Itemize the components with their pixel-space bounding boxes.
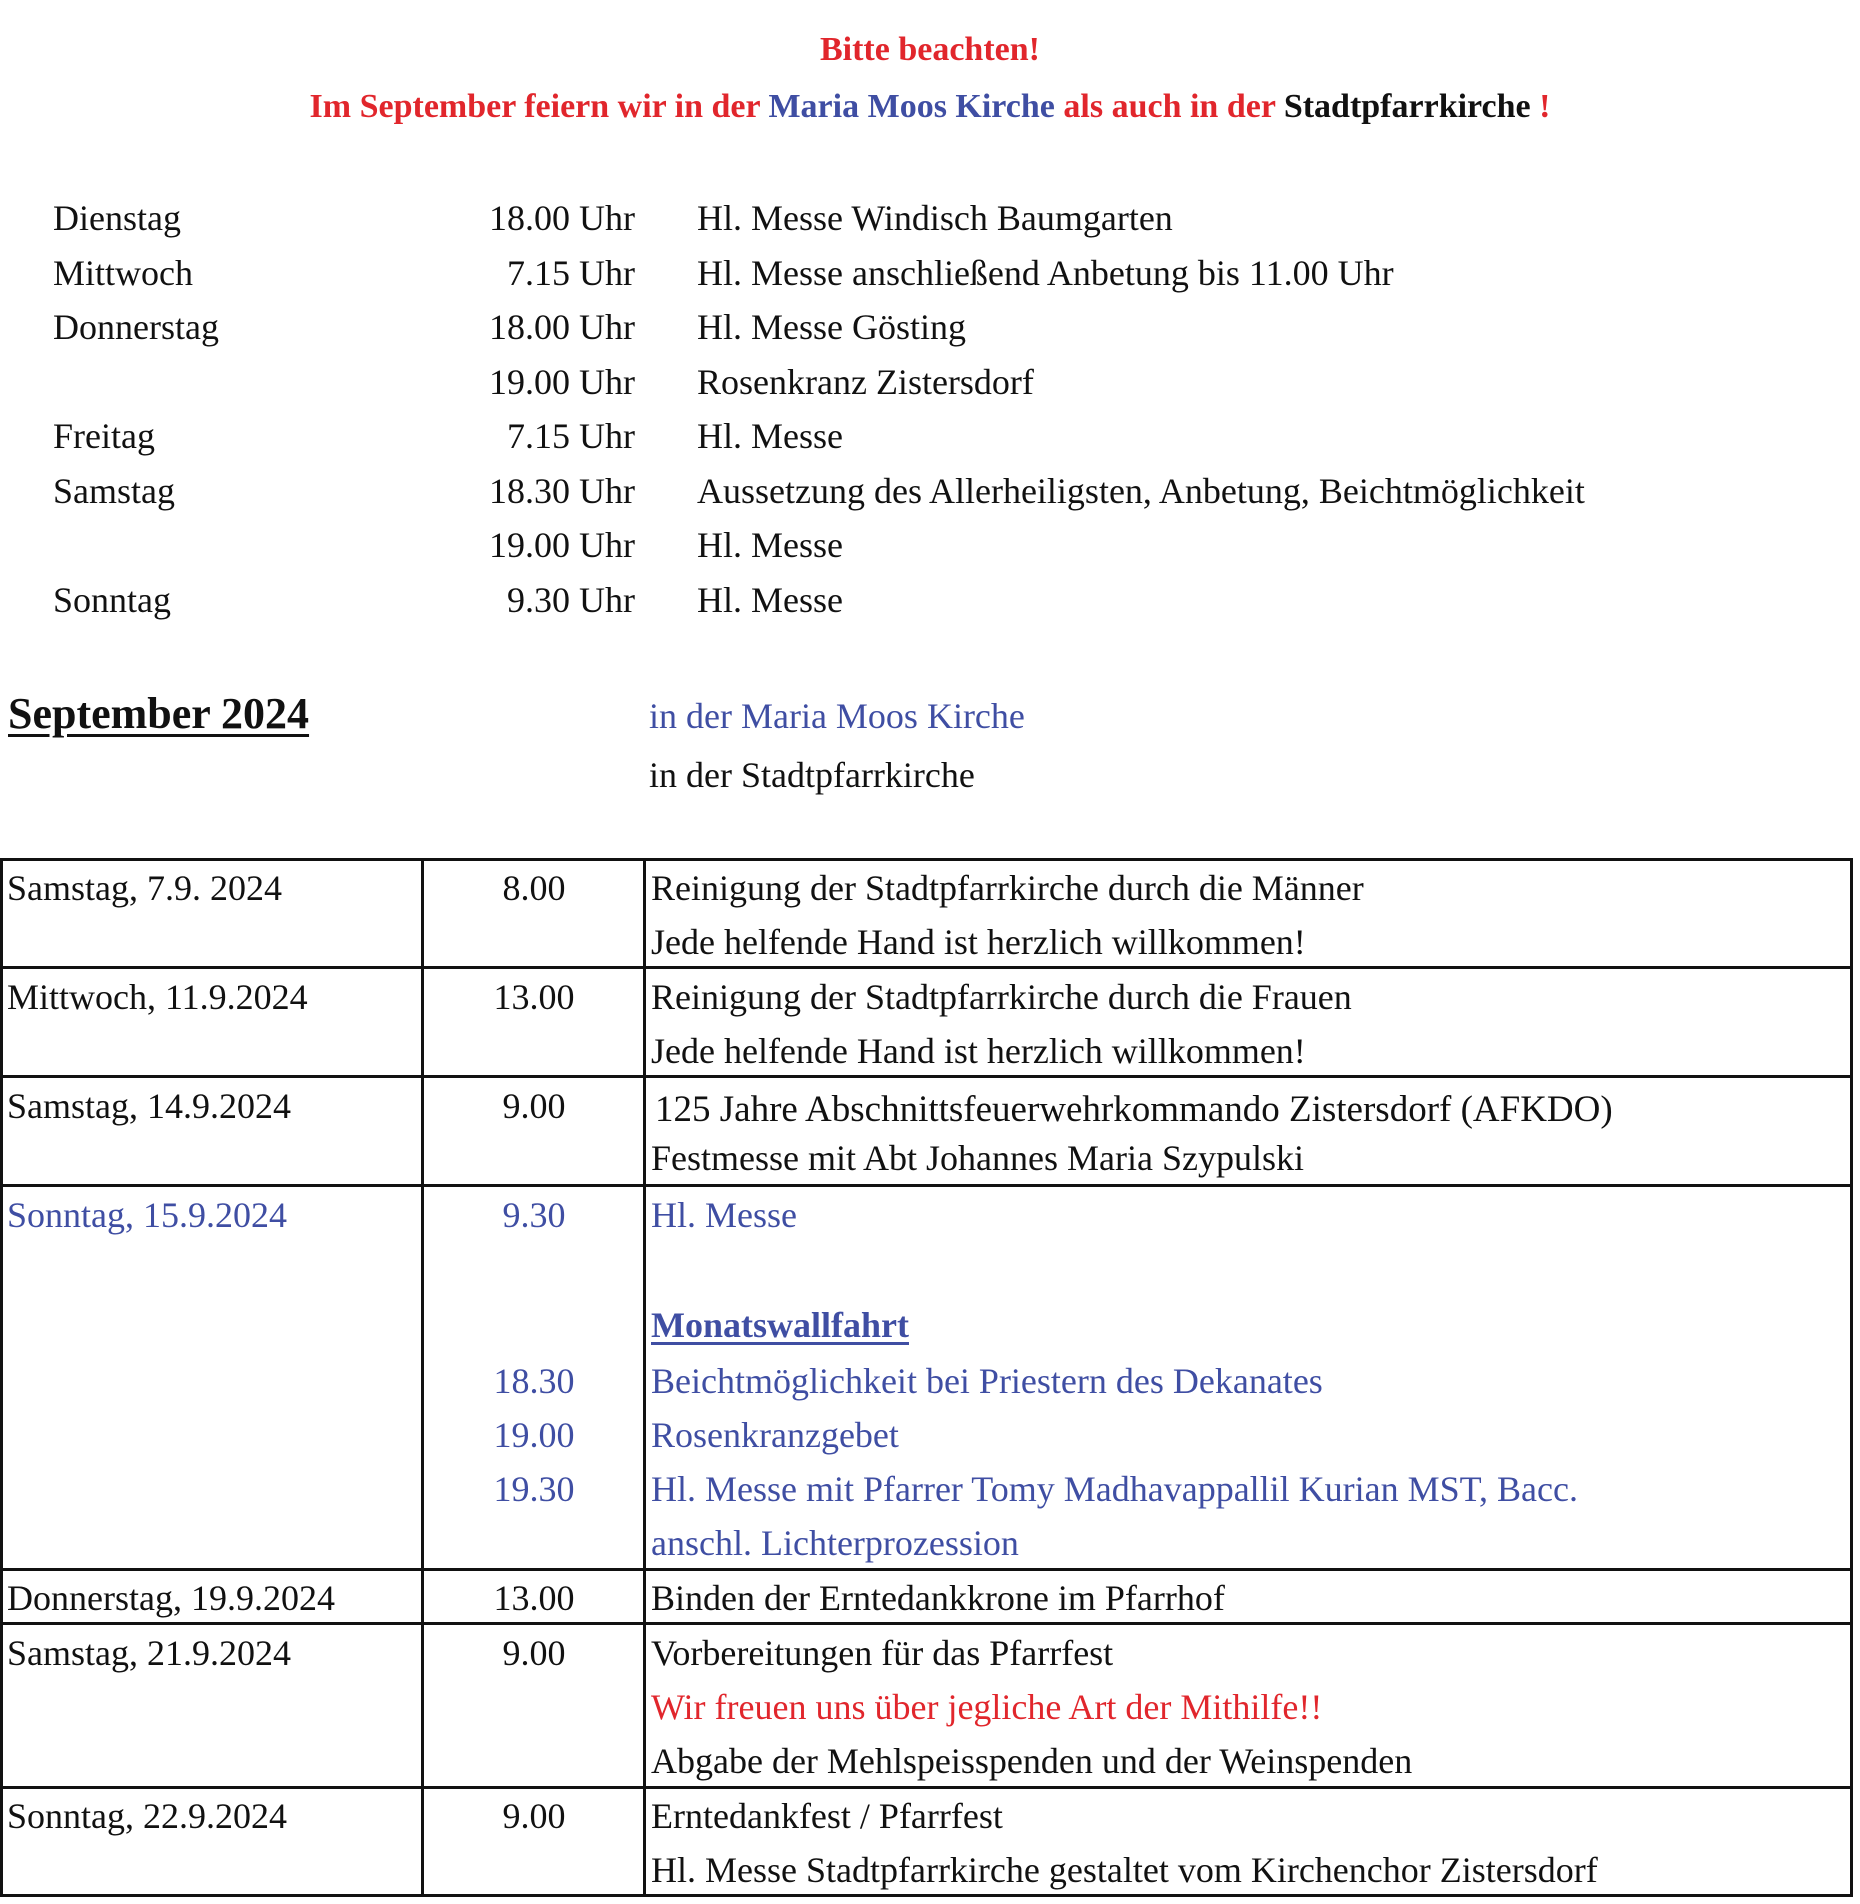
event-desc: Rosenkranzgebet: [651, 1415, 899, 1455]
weekly-day: Donnerstag: [53, 307, 219, 347]
notice-text: [0, 87, 1860, 127]
weekly-desc: Rosenkranz Zistersdorf: [697, 362, 1034, 402]
event-time: 9.30: [502, 1195, 566, 1235]
event-desc: Jede helfende Hand ist herzlich willkommen!: [651, 1031, 1306, 1071]
notice-heading: Bitte beachten!: [819, 31, 1040, 68]
notice-text-part: Im September feiern wir in der: [309, 88, 769, 125]
weekly-row: [0, 518, 1860, 572]
event-desc: Hl. Messe Stadtpfarrkirche gestaltet vom Kirchenchor Zistersdorf: [651, 1850, 1598, 1890]
weekly-day: Freitag: [53, 416, 155, 456]
event-time: 19.00: [493, 1415, 575, 1455]
weekly-desc: Hl. Messe Gösting: [697, 307, 966, 347]
event-desc: anschl. Lichterprozession: [651, 1523, 1019, 1563]
event-time: 9.00: [502, 1633, 566, 1673]
event-time: 13.00: [493, 1578, 575, 1618]
weekly-time: 18.00 Uhr: [489, 307, 635, 347]
event-desc: Abgabe der Mehlspeisspenden und der Weinspenden: [651, 1741, 1413, 1781]
weekly-time: 18.30 Uhr: [489, 471, 635, 511]
weekly-time: 19.00 Uhr: [489, 362, 635, 402]
event-time: 13.00: [493, 977, 575, 1017]
weekly-day: Sonntag: [53, 580, 172, 620]
event-desc-highlight: Wir freuen uns über jegliche Art der Mithilfe!!: [651, 1687, 1323, 1727]
event-time: 9.00: [502, 1796, 566, 1836]
event-desc: Festmesse mit Abt Johannes Maria Szypulski: [651, 1138, 1304, 1178]
weekly-row: [0, 409, 1860, 463]
weekly-row: [0, 355, 1860, 409]
weekly-desc: Hl. Messe: [697, 416, 843, 456]
event-desc: Beichtmöglichkeit bei Priestern des Dekanates: [651, 1361, 1323, 1401]
event-time: 9.00: [502, 1086, 566, 1126]
event-desc: Vorbereitungen für das Pfarrfest: [651, 1633, 1114, 1673]
weekly-day: Dienstag: [53, 198, 181, 238]
weekly-row: [0, 573, 1860, 627]
notice-maria-moos: Maria Moos Kirche: [768, 88, 1055, 125]
event-date: Samstag, 7.9. 2024: [7, 868, 282, 908]
weekly-time: 9.30 Uhr: [507, 580, 635, 620]
weekly-row: [0, 191, 1860, 245]
event-date: Samstag, 21.9.2024: [7, 1633, 291, 1673]
event-desc: Erntedankfest / Pfarrfest: [651, 1796, 1003, 1836]
event-date: Sonntag, 15.9.2024: [7, 1195, 288, 1235]
event-time: 8.00: [502, 868, 566, 908]
weekly-time: 7.15 Uhr: [507, 416, 635, 456]
weekly-desc: Hl. Messe: [697, 580, 843, 620]
event-desc: Jede helfende Hand ist herzlich willkommen!: [651, 922, 1306, 962]
events-table: [0, 858, 1853, 1897]
event-date: Mittwoch, 11.9.2024: [7, 977, 308, 1017]
event-date: Samstag, 14.9.2024: [7, 1086, 291, 1126]
weekly-day: Samstag: [53, 471, 175, 511]
weekly-time: 19.00 Uhr: [489, 525, 635, 565]
notice-text-part: !: [1530, 88, 1551, 125]
weekly-desc: Hl. Messe anschließend Anbetung bis 11.00 Uhr: [697, 253, 1394, 293]
event-desc: Binden der Erntedankkrone im Pfarrhof: [651, 1578, 1225, 1618]
weekly-row: [0, 300, 1860, 354]
legend-stadtpfarrkirche: in der Stadtpfarrkirche: [649, 755, 975, 795]
weekly-time: 7.15 Uhr: [507, 253, 635, 293]
event-date: Sonntag, 22.9.2024: [7, 1796, 288, 1836]
notice-text-part: als auch in der: [1054, 88, 1284, 125]
month-heading: September 2024: [8, 689, 310, 738]
weekly-desc: Aussetzung des Allerheiligsten, Anbetung, Beichtmöglichkeit: [697, 471, 1585, 511]
event-desc: Hl. Messe mit Pfarrer Tomy Madhavappallil Kurian MST, Bacc.: [651, 1469, 1578, 1509]
event-time: 19.30: [493, 1469, 575, 1509]
weekly-row: [0, 246, 1860, 300]
weekly-desc: Hl. Messe Windisch Baumgarten: [697, 198, 1173, 238]
legend-maria-moos: in der Maria Moos Kirche: [649, 696, 1025, 736]
pilgrimage-heading: Monatswallfahrt: [651, 1305, 909, 1345]
weekly-desc: Hl. Messe: [697, 525, 843, 565]
table-divider: [421, 861, 424, 1894]
weekly-time: 18.00 Uhr: [489, 198, 635, 238]
event-desc: Reinigung der Stadtpfarrkirche durch die Frauen: [651, 977, 1352, 1017]
table-divider: [643, 861, 646, 1894]
event-desc: Reinigung der Stadtpfarrkirche durch die Männer: [651, 868, 1364, 908]
event-date: Donnerstag, 19.9.2024: [7, 1578, 335, 1618]
notice-stadtpfarrkirche: Stadtpfarrkirche: [1283, 88, 1531, 125]
event-time: 18.30: [493, 1361, 575, 1401]
event-desc: Hl. Messe: [651, 1195, 797, 1235]
weekly-day: Mittwoch: [53, 253, 193, 293]
event-desc: 125 Jahre Abschnittsfeuerwehrkommando Zistersdorf (AFKDO): [655, 1089, 1613, 1130]
weekly-row: [0, 464, 1860, 518]
